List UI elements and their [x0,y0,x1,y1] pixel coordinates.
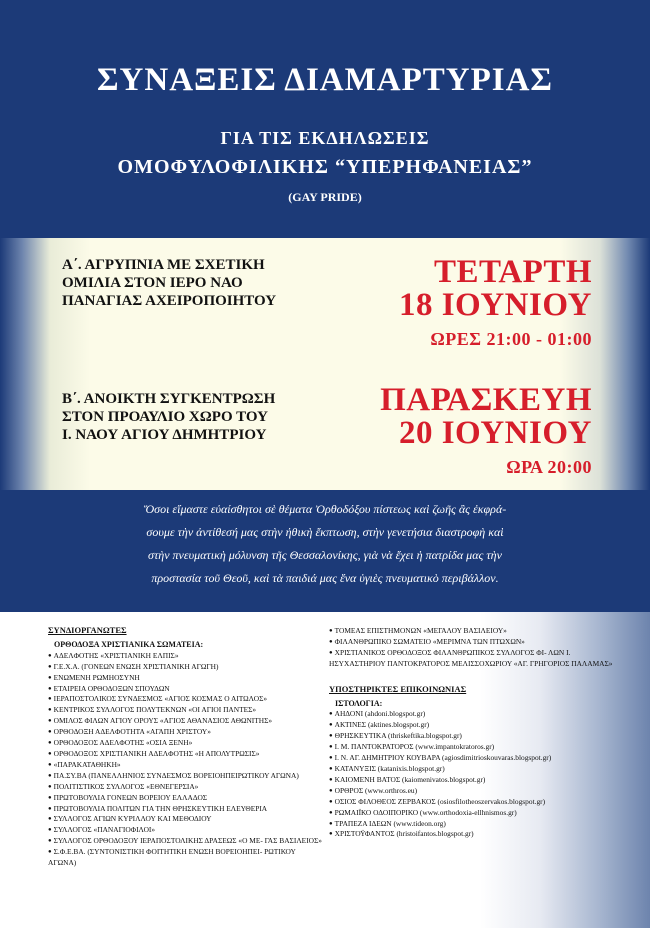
list-item: ● ΑΚΤΙΝΕΣ (aktines.blogspot.gr) [329,720,619,731]
event-a-day: ΤΕΤΑΡΤΗ [434,254,592,290]
list-item: ● ΣΥΛΛΟΓΟΣ ΟΡΘΟΔΟΞΟΥ ΙΕΡΑΠΟΣΤΟΛΙΚΗΣ ΔΡΑΣΕΩΣ «Ο ΜΕ- ΓΑΣ ΒΑΣΙΛΕΙΟΣ» [48,836,323,847]
list-item: ● «ΠΑΡΑΚΑΤΑΘΗΚΗ» [48,760,323,771]
event-a-date: 18 ΙΟΥΝΙΟΥ [398,287,592,323]
event-b-line: Ι. ΝΑΟΥ ΑΓΙΟΥ ΔΗΜΗΤΡΙΟΥ [62,427,267,443]
event-a-description [62,256,276,310]
event-b-day: ΠΑΡΑΣΚΕΥΗ [380,382,592,418]
list-item: ● ΧΡΙΣΤΙΑΝΙΚΟΣ ΟΡΘΟΔΟΞΟΣ ΦΙΛΑΝΘΡΩΠΙΚΟΣ ΣΥΛΛΟΓΟΣ ΦΙ- ΛΩΝ Ι. ΗΣΥΧΑΣΤΗΡΙΟΥ ΠΑΝΤΟΚΡΑΤΟΡΟΣ ΜΕΛΙΣΣΟΧΩΡΙΟΥ «ΑΓ. ΓΡΗΓΟΡΙΟΣ ΠΑΛΑΜΑΣ» [329,648,619,669]
list-item: ● ΕΤΑΙΡΕΙΑ ΟΡΘΟΔΟΞΩΝ ΣΠΟΥΔΩΝ [48,684,323,695]
list-item: ● ΠΟΛΙΤΙΣΤΙΚΟΣ ΣΥΛΛΟΓΟΣ «ΕΘΝΕΓΕΡΣΙΑ» [48,782,323,793]
supporters-subheading: ΙΣΤΟΛΟΓΙΑ: [335,698,383,708]
list-item: ● ΟΡΘΡΟΣ (www.orthros.eu) [329,786,619,797]
list-item: ● ΣΥΛΛΟΓΟΣ «ΠΑΝΑΓΙΟΦΙΛΟΙ» [48,825,323,836]
event-a-hours: ΩΡΕΣ 21:00 - 01:00 [430,329,592,349]
list-item: ● ΚΑΙΟΜΕΝΗ ΒΑΤΟΣ (kaiomenivatos.blogspot.gr) [329,775,619,786]
credits-section [0,612,650,928]
list-item: ● ΟΣΙΟΣ ΦΙΛΟΘΕΟΣ ΖΕΡΒΑΚΟΣ (osiosfilotheoszervakos.blogspot.gr) [329,797,619,808]
list-item: ● ΤΟΜΕΑΣ ΕΠΙΣΤΗΜΟΝΩΝ «ΜΕΓΑΛΟΥ ΒΑΣΙΛΕΙΟΥ» [329,626,619,637]
list-item: ● ΟΡΘΟΔΟΞΟΣ ΧΡΙΣΤΙΑΝΙΚΗ ΑΔΕΛΦΟΤΗΣ «Η ΑΠΟΛΥΤΡΩΣΙΣ» [48,749,323,760]
supporters-list [329,709,619,840]
list-item: ● ΘΡΗΣΚΕΥΤΙΚΑ (thriskeftika.blogspot.gr) [329,731,619,742]
event-a-datetime [399,256,592,350]
event-b-datetime [380,384,592,478]
list-item: ● ΧΡΙΣΤΟΫΦΑΝΤΟΣ (hristoifantos.blogspot.gr) [329,829,619,840]
list-item: ● ΦΙΛΑΝΘΡΩΠΙΚΟ ΣΩΜΑΤΕΙΟ «ΜΕΡΙΜΝΑ ΤΩΝ ΠΤΩΧΩΝ» [329,637,619,648]
list-item: ● Σ.Φ.Ε.ΒΑ. (ΣΥΝΤΟΝΙΣΤΙΚΗ ΦΟΙΤΗΤΙΚΗ ΕΝΩΣΗ ΒΟΡΕΙΟΗΠΕΙ- ΡΩΤΙΚΟΥ ΑΓΩΝΑ) [48,847,323,868]
list-item: ● ΚΕΝΤΡΙΚΟΣ ΣΥΛΛΟΓΟΣ ΠΟΛΥΤΕΚΝΩΝ «ΟΙ ΑΓΙΟΙ ΠΑΝΤΕΣ» [48,705,323,716]
list-item: ● ΚΑΤΑΝΥΞΙΣ (katanixis.blogspot.gr) [329,764,619,775]
subtitle-line-3: (GAY PRIDE) [288,190,362,204]
list-item: ● Ι. Ν. ΑΓ. ΔΗΜΗΤΡΙΟΥ ΚΟΥΒΑΡΑ (agiosdimitrioskouvaras.blogspot.gr) [329,753,619,764]
event-b-line: Β΄. ΑΝΟΙΚΤΗ ΣΥΓΚΕΝΤΡΩΣΗ [62,391,276,407]
organizers-column [48,626,323,868]
appeal-line: σουμε τὴν ἀντίθεσή μας στὴν ἠθικὴ ἔκπτωση, στὴν γενετήσια διαστροφὴ καὶ [146,525,504,539]
list-item: ● ΙΕΡΑΠΟΣΤΟΛΙΚΟΣ ΣΥΝΔΕΣΜΟΣ «ΑΓΙΟΣ ΚΟΣΜΑΣ Ο ΑΙΤΩΛΟΣ» [48,694,323,705]
appeal-text [0,490,650,612]
list-item: ● ΟΡΘΟΔΟΞΗ ΑΔΕΛΦΟΤΗΤΑ «ΑΓΑΠΗ ΧΡΙΣΤΟΥ» [48,727,323,738]
right-column [329,626,619,840]
event-b-date: 20 ΙΟΥΝΙΟΥ [398,415,592,451]
list-item: ● ΟΡΘΟΔΟΞΟΣ ΑΔΕΛΦΟΤΗΣ «ΟΣΙΑ ΞΕΝΗ» [48,738,323,749]
list-item: ● Ι. Μ. ΠΑΝΤΟΚΡΑΤΟΡΟΣ (www.impantokratoros.gr) [329,742,619,753]
event-b-line: ΣΤΟΝ ΠΡΟΑΥΛΙΟ ΧΩΡΟ ΤΟΥ [62,409,268,425]
list-item: ● ΑΔΕΛΦΟΤΗΣ «ΧΡΙΣΤΙΑΝΙΚΗ ΕΛΠΙΣ» [48,651,323,662]
event-a-line: ΟΜΙΛΙΑ ΣΤΟΝ ΙΕΡΟ ΝΑΟ [62,275,243,291]
event-b-hours: ΩΡΑ 20:00 [506,457,592,477]
event-a-line: Α΄. ΑΓΡΥΠΝΙΑ ΜΕ ΣΧΕΤΙΚΗ [62,257,265,273]
list-item: ● ΡΩΜΑΙΪΚΟ ΟΔΟΙΠΟΡΙΚΟ (www.orthodoxia-ellhnismos.gr) [329,808,619,819]
list-item: ● ΠΡΩΤΟΒΟΥΛΙΑ ΓΟΝΕΩΝ ΒΟΡΕΙΟΥ ΕΛΛΑΔΟΣ [48,793,323,804]
organizers-list-continued [329,626,619,669]
list-item: ● Γ.Ε.Χ.Α. (ΓΟΝΕΩΝ ΕΝΩΣΗ ΧΡΙΣΤΙΑΝΙΚΗ ΑΓΩΓΗ) [48,662,323,673]
header-banner [0,0,650,238]
list-item: ● ΣΥΛΛΟΓΟΣ ΑΓΙΩΝ ΚΥΡΙΛΛΟΥ ΚΑΙ ΜΕΘΟΔΙΟΥ [48,814,323,825]
event-b-description [62,390,275,444]
subtitle-line-1: ΓΙΑ ΤΙΣ ΕΚΔΗΛΩΣΕΙΣ [220,128,430,148]
poster-title: ΣΥΝΑΞΕΙΣ ΔΙΑΜΑΡΤΥΡΙΑΣ [96,62,554,98]
appeal-line: στὴν πνευματικὴ μόλυνση τῆς Θεσσαλονίκης, γιὰ νὰ ἔχει ἡ πατρίδα μας τὴν [148,548,502,562]
subtitle-line-2: ΟΜΟΦΥΛΟΦΙΛΙΚΗΣ “ΥΠΕΡΗΦΑΝΕΙΑΣ” [117,156,533,178]
appeal-line: προστασία τοῦ Θεοῦ, καὶ τὰ παιδιά μας ἕνα ὑγιὲς πνευματικὸ περιβάλλον. [151,571,499,585]
list-item: ● ΤΡΑΠΕΖΑ ΙΔΕΩΝ (www.tideon.org) [329,819,619,830]
organizers-list [48,651,323,868]
appeal-line: Ὅσοι εἴμαστε εὐαίσθητοι σὲ θέματα Ὀρθοδόξου πίστεως καὶ ζωῆς ἂς ἐκφρά- [143,502,507,516]
supporters-heading: ΥΠΟΣΤΗΡΙΚΤΕΣ ΕΠΙΚΟΙΝΩΝΙΑΣ [329,683,467,694]
event-a-line: ΠΑΝΑΓΙΑΣ ΑΧΕΙΡΟΠΟΙΗΤΟΥ [62,293,277,309]
list-item: ● ΠΡΩΤΟΒΟΥΛΙΑ ΠΟΛΙΤΩΝ ΓΙΑ ΤΗΝ ΘΡΗΣΚΕΥΤΙΚΗ ΕΛΕΥΘΕΡΙΑ [48,804,323,815]
organizers-heading: ΣΥΝΔΙΟΡΓΑΝΩΤΕΣ [48,625,127,635]
list-item: ● ΑΗΔΟΝΙ (ahdoni.blogspot.gr) [329,709,619,720]
list-item: ● ΠΑ.ΣΥ.ΒΑ (ΠΑΝΕΛΛΗΝΙΟΣ ΣΥΝΔΕΣΜΟΣ ΒΟΡΕΙΟΗΠΕΙΡΩΤΙΚΟΥ ΑΓΩΝΑ) [48,771,323,782]
events-section [0,238,650,490]
list-item: ● ΟΜΙΛΟΣ ΦΙΛΩΝ ΑΓΙΟΥ ΟΡΟΥΣ «ΑΓΙΟΣ ΑΘΑΝΑΣΙΟΣ ΑΘΩΝΙΤΗΣ» [48,716,323,727]
list-item: ● ΕΝΩΜΕΝΗ ΡΩΜΗΟΣΥΝΗ [48,673,323,684]
organizers-subheading: ΟΡΘΟΔΟΞΑ ΧΡΙΣΤΙΑΝΙΚΑ ΣΩΜΑΤΕΙΑ: [54,639,204,649]
